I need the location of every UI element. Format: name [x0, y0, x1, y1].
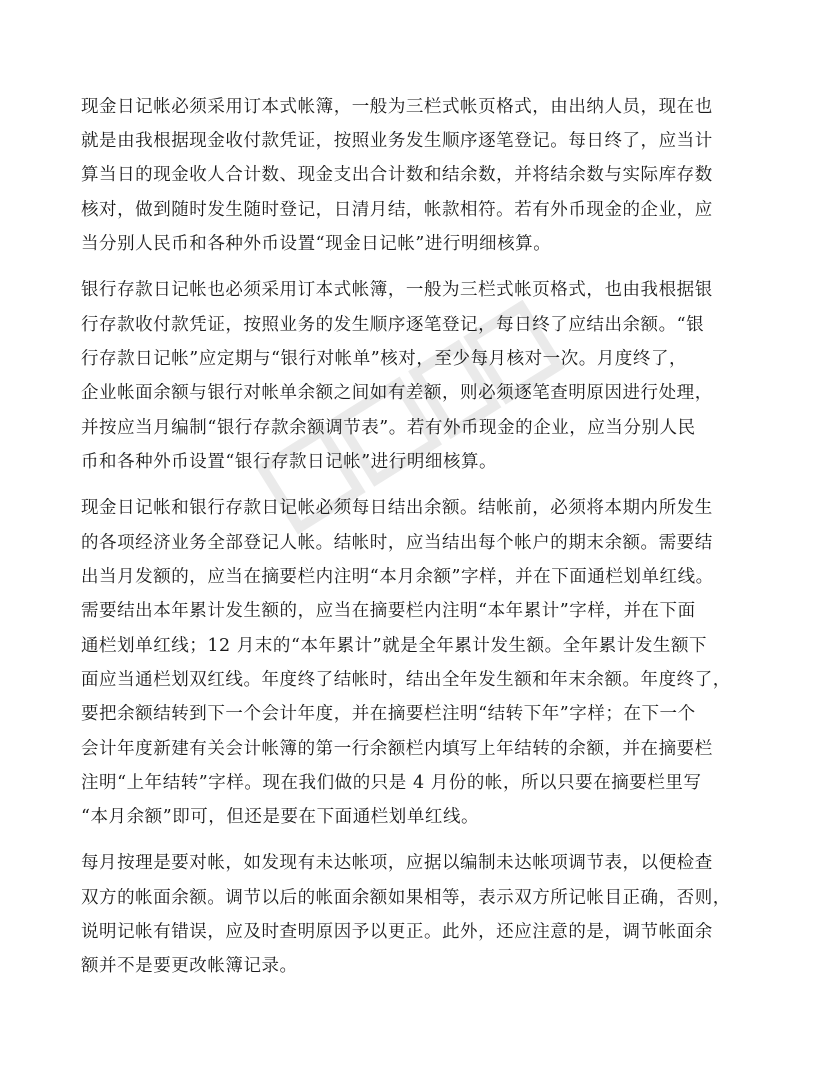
text-line: “本月余额”即可，但还是要在下面通栏划单红线。 [81, 807, 480, 827]
text-line: 要把余额结转到下一个会计年度，并在摘要栏注明“结转下年”字样；在下一个 [81, 704, 696, 724]
text-line: 通栏划单红线；12 月末的“本年累计”就是全年累计发生额。全年累计发生额下 [81, 636, 708, 656]
text-line: 当分别人民币和各种外币设置“现金日记帐”进行明细核算。 [81, 234, 552, 254]
text-line: 需要结出本年累计发生额的，应当在摘要栏内注明“本年累计”字样，并在下面 [81, 601, 696, 621]
text-line: 额并不是要更改帐簿记录。 [81, 956, 298, 976]
text-line: 出当月发额的，应当在摘要栏内注明“本月余额”字样，并在下面通栏划单红线。 [81, 567, 714, 587]
text-line: 并按应当月编制“银行存款余额调节表”。若有外币现金的企业，应当分别人民 [81, 418, 696, 438]
text-line: 行存款收付款凭证，按照业务的发生顺序逐笔登记，每日终了应结出余额。“银 [81, 315, 705, 335]
text-line: 双方的帐面余额。调节以后的帐面余额如果相等，表示双方所记帐目正确，否则， [81, 888, 731, 908]
text-line: 行存款日记帐”应定期与“银行对帐单”核对，至少每月核对一次。月度终了， [81, 349, 688, 369]
text-line: 会计年度新建有关会计帐簿的第一行余额栏内填写上年结转的余额，并在摘要栏 [81, 739, 713, 759]
text-line: 企业帐面余额与银行对帐单余额之间如有差额，则必须逐笔查明原因进行处理， [81, 383, 713, 403]
text-line: 现金日记帐必须采用订本式帐簿，一般为三栏式帐页格式，由出纳人员，现在也 [81, 97, 713, 117]
text-line: 现金日记帐和银行存款日记帐必须每日结出余额。结帐前，必须将本期内所发生 [81, 498, 713, 518]
text-line: 算当日的现金收人合计数、现金支出合计数和结余数，并将结余数与实际库存数 [81, 165, 713, 185]
text-line: 说明记帐有错误，应及时查明原因予以更正。此外，还应注意的是，调节帐面余 [81, 922, 713, 942]
text-line: 核对，做到随时发生随时登记，日清月结，帐款相符。若有外币现金的企业，应 [81, 200, 713, 220]
text-line: 每月按理是要对帐，如发现有未达帐项，应据以编制未达帐项调节表，以便检查 [81, 853, 713, 873]
text-line: 注明“上年结转”字样。现在我们做的只是 4 月份的帐，所以只要在摘要栏里写 [81, 773, 702, 793]
text-line: 的各项经济业务全部登记人帐。结帐时，应当结出每个帐户的期末余额。需要结 [81, 533, 713, 553]
text-line: 币和各种外币设置“银行存款日记帐”进行明细核算。 [81, 452, 498, 472]
text-line: 就是由我根据现金收付款凭证，按照业务发生顺序逐笔登记。每日终了，应当计 [81, 131, 713, 151]
text-line: 面应当通栏划双红线。年度终了结帐时，结出全年发生额和年末余额。年度终了， [81, 670, 731, 690]
text-line: 银行存款日记帐也必须采用订本式帐簿，一般为三栏式帐页格式，也由我根据银 [81, 280, 713, 300]
